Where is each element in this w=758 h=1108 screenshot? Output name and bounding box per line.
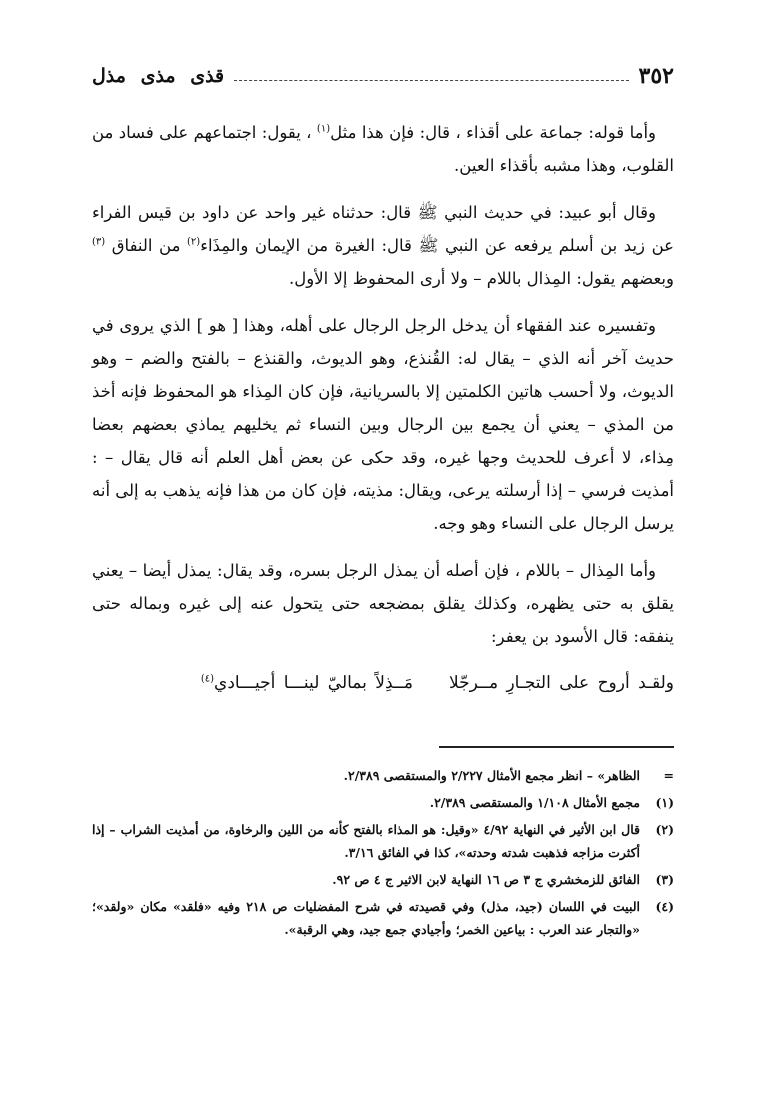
header-rule xyxy=(234,80,628,81)
paragraph-2-text-c: وبعضهم يقول: المِذال باللام – ولا أرى المحفوظ إلا الأول. xyxy=(289,269,674,288)
page-header xyxy=(92,58,674,94)
footnotes xyxy=(92,764,674,941)
footnote-ref-2: (٢) xyxy=(187,236,201,248)
footnote-ref-3: (٣) xyxy=(92,236,106,248)
paragraph-2 xyxy=(92,196,674,295)
verse-first-hemistich: ولقـد أروح على التجـارِ مــرجّلا xyxy=(448,673,674,693)
footnote-separator xyxy=(439,746,674,748)
footnote-4 xyxy=(92,895,674,941)
paragraph-1 xyxy=(92,116,674,182)
footnote-text: الفائق للزمخشري ج ٣ ص ١٦ النهاية لابن الاثير ج ٤ ص ٩٢. xyxy=(332,872,640,887)
footnote-marker: (٢) xyxy=(655,822,674,837)
footnote-ref-4: (٤) xyxy=(200,673,215,685)
footnote-marker: (٤) xyxy=(655,899,674,914)
paragraph-2-text-a: وقال أبو عبيد: في حديث النبي ﷺ قال: حدثناه غير واحد عن داود بن قيس الفراء عن زيد بن أسلم يرفعه عن النبي ﷺ قال: الغيرة من الإيمان والمِذَاء xyxy=(92,203,674,255)
page-number: ٣٥٢ xyxy=(638,63,674,89)
paragraph-2-text-b: من النفاق xyxy=(111,236,181,255)
running-head: قذى مذى مذل xyxy=(92,65,225,87)
paragraph-1-text: وأما قوله: جماعة على أقذاء ، قال: فإن هذا مثل xyxy=(330,123,656,142)
footnote-text: مجمع الأمثال ١/١٠٨ والمستقصى ٢/٣٨٩. xyxy=(429,795,640,810)
footnote-text: قال ابن الأثير في النهاية ٤/٩٢ «وقيل: هو المذاء بالفتح كأنه من اللين والرخاوة، من أمذيت الشراب – إذا أكثرت مزاجه فذهبت شدته وحدته»، كذا في الفائق ٣/١٦. xyxy=(92,822,640,860)
footnote-1 xyxy=(92,791,674,814)
footnote-marker: = xyxy=(663,768,674,783)
footnote-marker: (١) xyxy=(655,795,674,810)
footnote-text: الظاهر» – انظر مجمع الأمثال ٢/٢٢٧ والمستقصى ٢/٣٨٩. xyxy=(343,768,640,783)
footnote-marker: (٣) xyxy=(655,872,674,887)
main-text xyxy=(92,116,674,700)
paragraph-4: وأما المِذال – باللام ، فإن أصله أن يمذل الرجل بسره، وقد يقال: يمذل أيضا – يعني يقلق به حتى يظهره، وكذلك يقلق بمضجعه حتى يتحول عنه إلى غيره وبماله حتى ينفقه: قال الأسود بن يعفر: xyxy=(92,561,674,646)
footnote-continuation xyxy=(92,764,674,787)
paragraph-3: وتفسيره عند الفقهاء أن يدخل الرجل الرجال على أهله، وهذا [ هو ] الذي يروى في حديث آخر أنه الذي – يقال له: القُنذع، وهو الديوث، والقنذع – بالفتح والضم – وهو الديوث، ولا أحسب هاتين الكلمتين إلا بالسريانية، فإن كان المِذاء هو المحفوظ فإنه أخذ من المذي – يعني أن يجمع بين الرجال وبين النساء ثم يخليهم يماذي بعضهم بعضا مِذاء، لا أعرف للحديث وجها غيره، وقد حكى عن بعض أهل العلم أنه قال يقال – : أمذيت فرسي – إذا أرسلته يرعى، ويقال: مذيته، فإن كان من هذا فإنه يذهب به إلى أنه يرسل الرجال على النساء وهو وجه. xyxy=(92,316,674,533)
footnote-2 xyxy=(92,818,674,864)
verse-second-hemistich: مَــذِلاً بماليّ لينـــا أجيـــادي xyxy=(214,673,413,693)
footnote-text: البيت في اللسان (جيد، مذل) وفي قصيدته في شرح المفضليات ص ٢١٨ وفيه «فلقد» مكان «ولقد»؛ «والتجار عند العرب : بياعين الخمر؛ وأجيادي جمع جيد، وهي الرقبة». xyxy=(92,899,640,937)
poetry-verse xyxy=(92,667,674,700)
paragraph-1-rest: ، يقول: اجتماعهم على فساد من القلوب، وهذا مشبه بأقذاء العين. xyxy=(92,123,674,175)
footnote-ref-1: (١) xyxy=(316,123,331,135)
footnote-3 xyxy=(92,868,674,891)
